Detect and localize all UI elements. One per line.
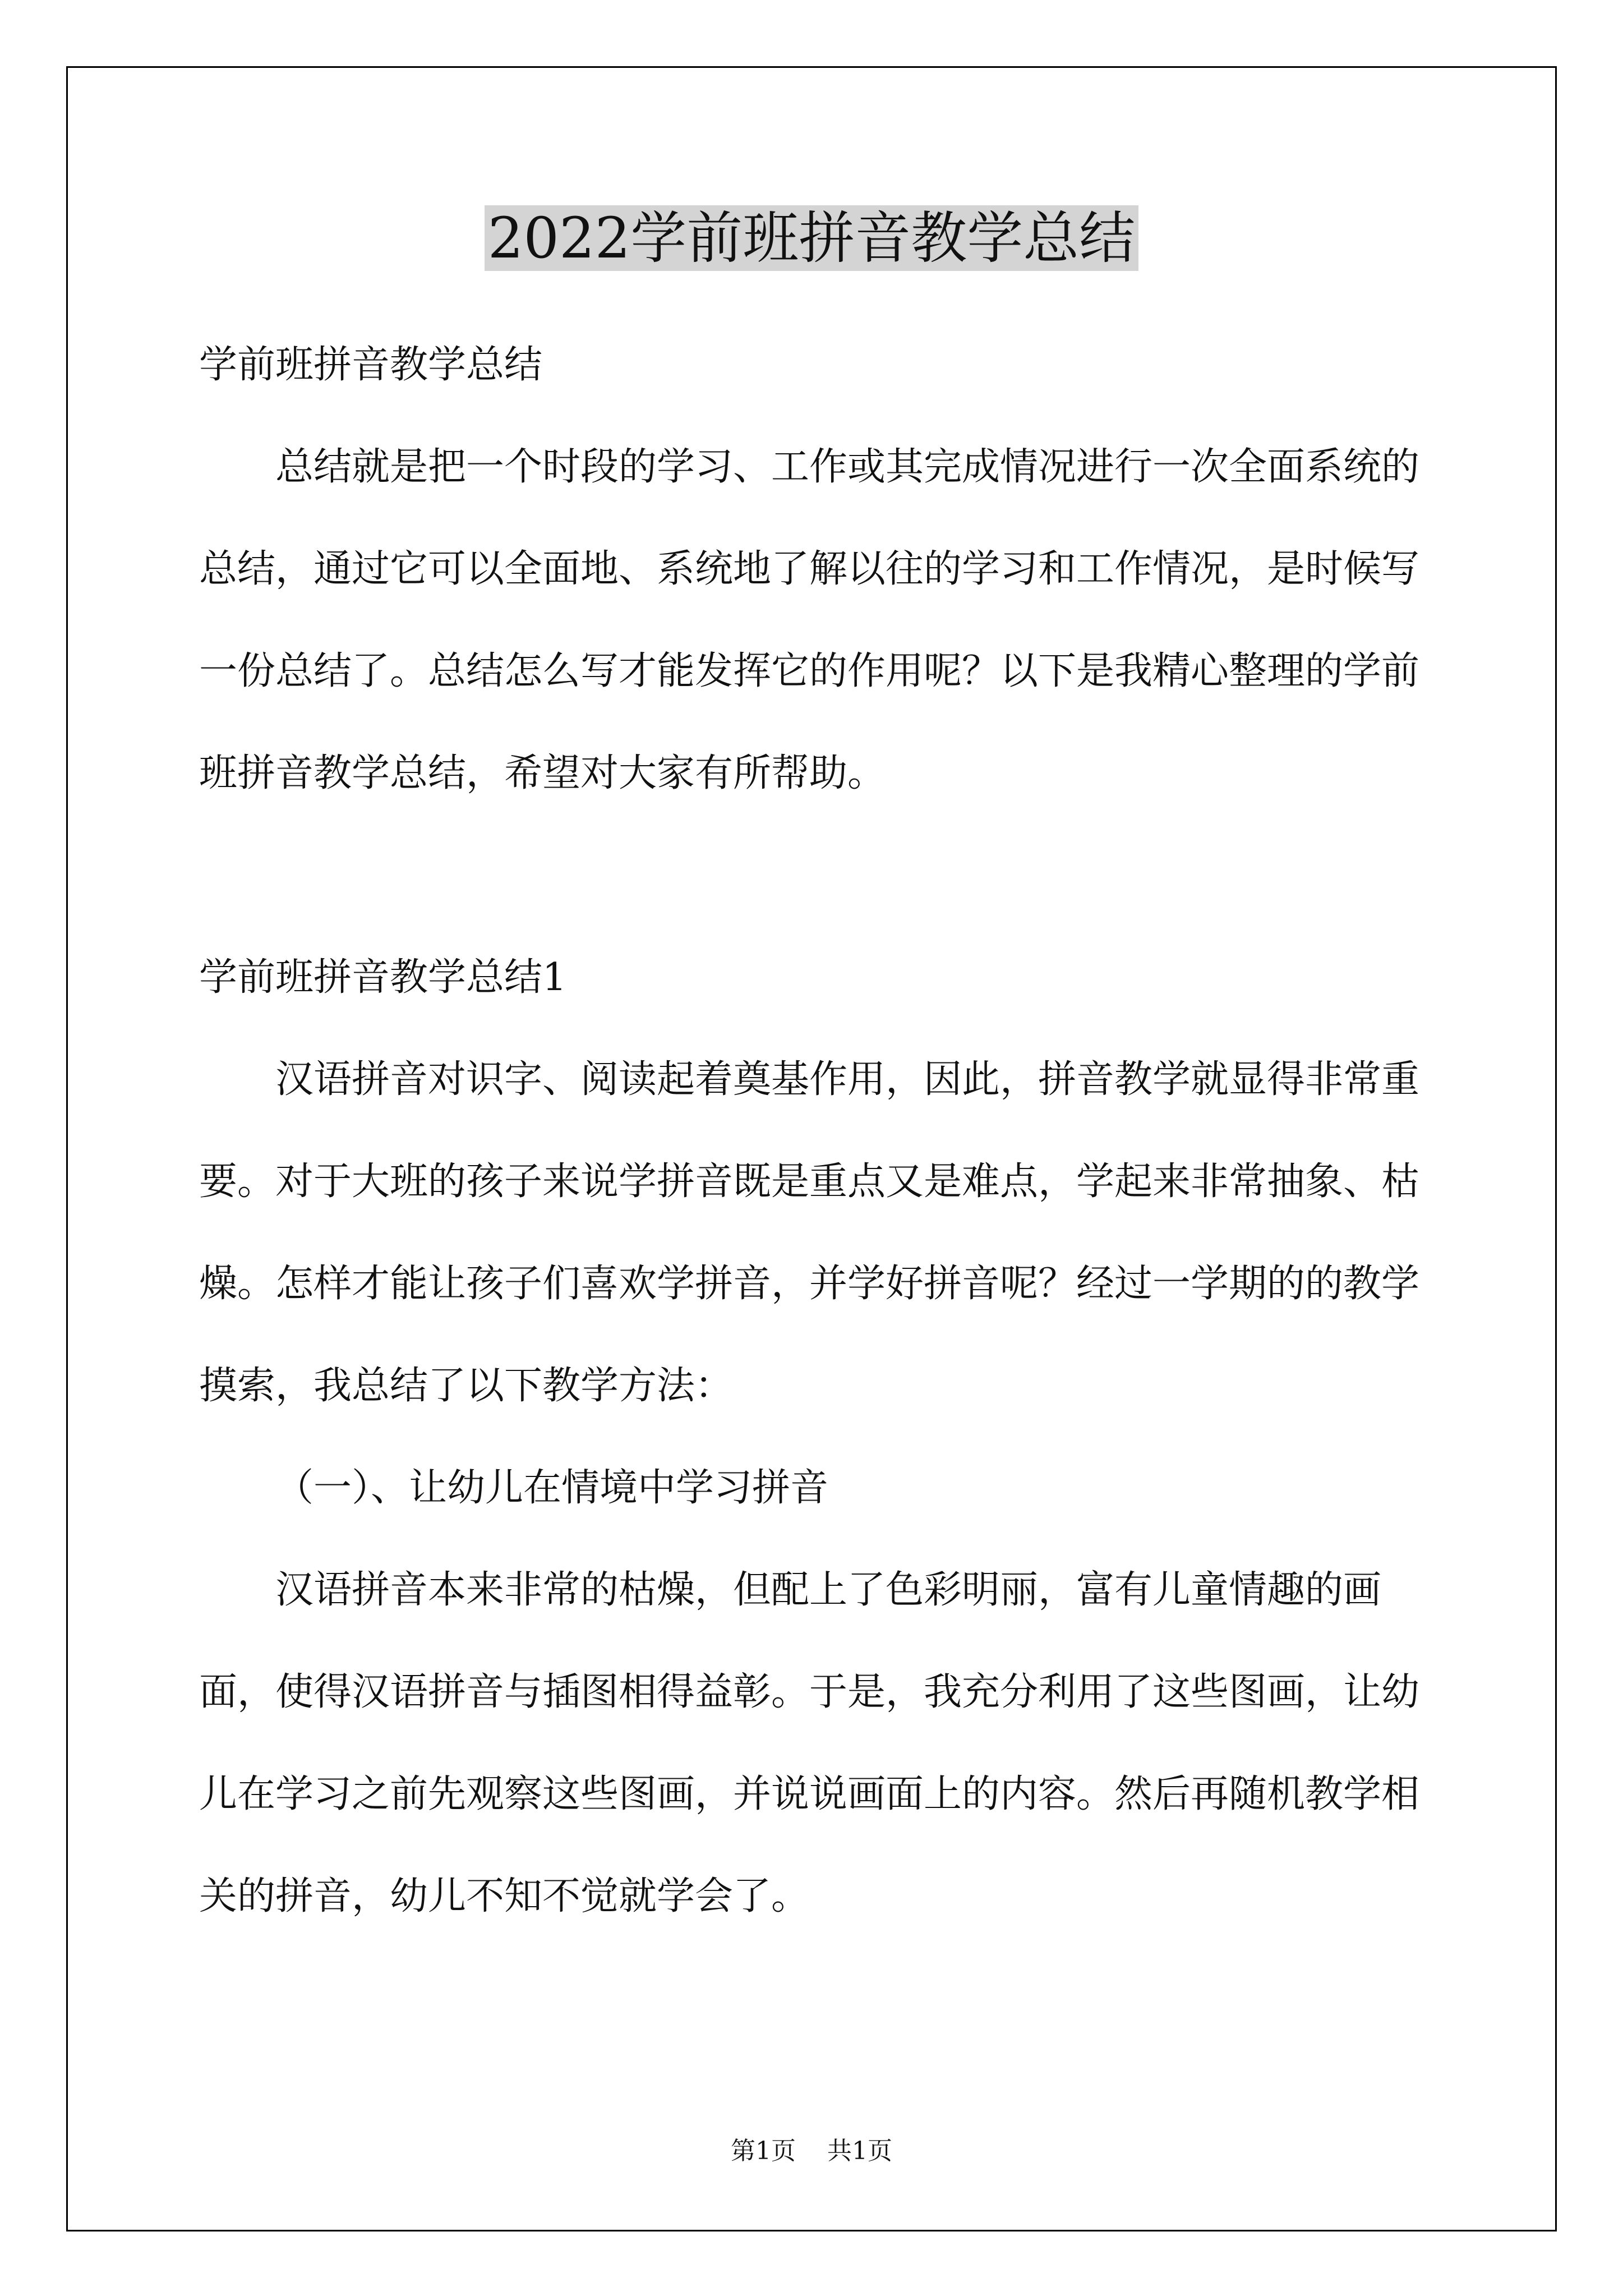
document-subtitle: 学前班拼音教学总结 (199, 343, 543, 387)
section-heading: 学前班拼音教学总结1 (199, 955, 567, 1000)
document-title-text: 2022学前班拼音教学总结 (485, 205, 1139, 271)
document-body (199, 314, 1433, 1948)
sub-heading: （一）、让幼儿在情境中学习拼音 (275, 1466, 829, 1510)
intro-paragraph: 总结就是把一个时段的学习、工作或其完成情况进行一次全面系统的总结，通过它可以全面地、系统地了解以往的学习和工作情况，是时候写一份总结了。总结怎么写才能发挥它的作用呢？以下是我精心整理的学前班拼音教学总结，希望对大家有所帮助。 (199, 445, 1420, 795)
body-paragraph: 汉语拼音对识字、阅读起着奠基作用，因此，拼音教学就显得非常重要。对于大班的孩子来说学拼音既是重点又是难点，学起来非常抽象、枯燥。怎样才能让孩子们喜欢学拼音，并学好拼音呢？经过一学期的的教学摸索，我总结了以下教学方法： (199, 1057, 1420, 1408)
body-paragraph: 汉语拼音本来非常的枯燥，但配上了色彩明丽，富有儿童情趣的画面，使得汉语拼音与插图相得益彰。于是，我充分利用了这些图画，让幼儿在学习之前先观察这些图画，并说说画面上的内容。然后再随机教学相关的拼音，幼儿不知不觉就学会了。 (199, 1568, 1420, 1918)
document-title (0, 205, 1623, 272)
page-number-current: 第1页 (731, 2137, 796, 2165)
page-footer (0, 2134, 1623, 2168)
page-number-total: 共1页 (827, 2137, 892, 2165)
